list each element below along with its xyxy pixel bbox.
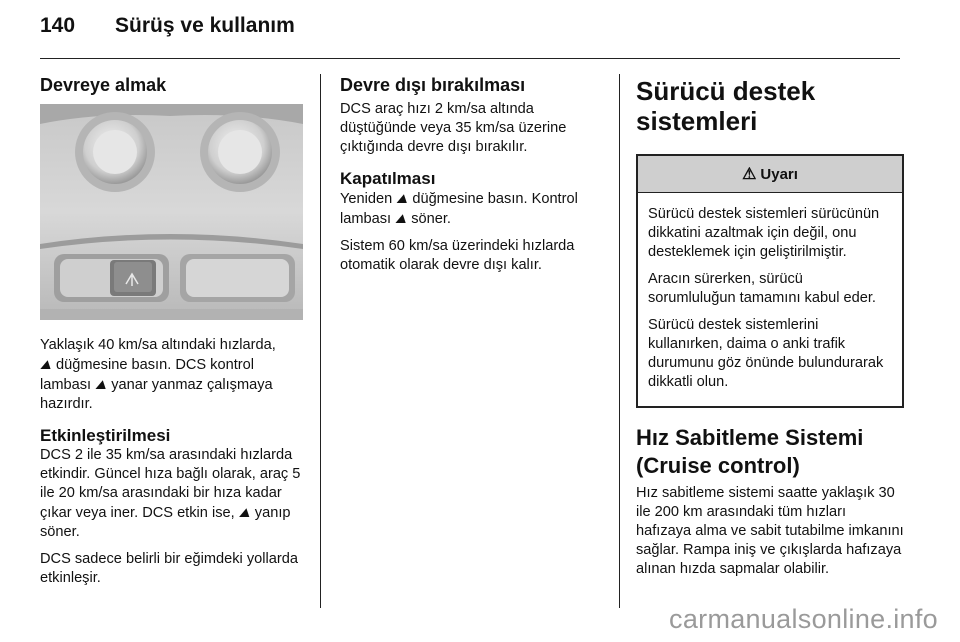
- warning-header: ⚠ Uyarı: [638, 156, 902, 193]
- watermark: carmanualsonline.info: [669, 604, 938, 634]
- warning-paragraph: Aracın sürerken, sürücü sorumluluğun tamamını kabul eder.: [648, 271, 876, 306]
- header-rule: [40, 58, 900, 59]
- warning-paragraph: Sürücü destek sistemleri sürücünün dikkatini azaltmak için değil, onu desteklemek için geliştirilmiştir.: [648, 206, 880, 260]
- dcs-lamp-icon: ⛰: [40, 357, 51, 372]
- dashboard-photo: [40, 104, 303, 320]
- warning-body: [638, 193, 902, 406]
- warning-paragraph: Sürücü destek sistemlerini kullanırken, daima o anki trafik durumunu göz önünde bulundurarak dikkatli olun.: [648, 317, 884, 390]
- section-heading: Devreye almak: [40, 75, 167, 95]
- section-heading: Devre dışı bırakılması: [340, 75, 526, 95]
- warning-triangle-icon: ⚠: [742, 166, 757, 183]
- column-divider: [320, 74, 321, 608]
- paragraph: Yaklaşık 40 km/sa altındaki hızlarda, ⛰ düğmesine basın. DCS kontrol lambası ⛰ yanar yanmaz çalışmaya hazırdır.: [40, 337, 276, 412]
- column-divider: [619, 74, 620, 608]
- dcs-lamp-icon: ⛰: [396, 191, 408, 206]
- paragraph: Sistem 60 km/sa üzerindeki hızlarda otomatik olarak devre dışı kalır.: [340, 238, 575, 273]
- dcs-lamp-icon: ⛰: [395, 211, 407, 226]
- subheading: Etkinleştirilmesi: [40, 426, 171, 445]
- section-heading: Hız Sabitleme Sistemi (Cruise control): [636, 425, 864, 478]
- paragraph: Yeniden ⛰ düğmesine basın. Kontrol lambası ⛰ söner.: [340, 191, 578, 227]
- column-right: [636, 74, 904, 587]
- paragraph: DCS araç hızı 2 km/sa altında düştüğünde veya 35 km/sa üzerine çıktığında devre dışı bırakılır.: [340, 101, 567, 155]
- page-header: [40, 14, 295, 38]
- paragraph: Hız sabitleme sistemi saatte yaklaşık 30 ile 200 km arasındaki tüm hızları hafızaya alma ve sabit tutabilme imkanını sağlar. Rampa iniş ve çıkışlarda hafızaya alınan hızda sapmalar olabilir.: [636, 485, 904, 577]
- paragraph: DCS 2 ile 35 km/sa arasındaki hızlarda etkindir. Güncel hıza bağlı olarak, araç 5 ile 20 km/sa arasındaki bir hıza kadar çıkar veya iner. DCS etkin ise, ⛰ yanıp söner.: [40, 447, 301, 540]
- column-left: [40, 74, 304, 596]
- column-middle: [340, 74, 604, 283]
- subheading: Kapatılması: [340, 169, 436, 188]
- chapter-heading: Sürücü destek sistemleri: [636, 76, 816, 136]
- dcs-lamp-icon: ⛰: [238, 505, 250, 520]
- warning-box: [636, 154, 904, 408]
- page-number: 140: [40, 14, 76, 37]
- paragraph: DCS sadece belirli bir eğimdeki yollarda etkinleşir.: [40, 551, 298, 586]
- dcs-lamp-icon: ⛰: [95, 377, 107, 392]
- section-title: Sürüş ve kullanım: [115, 14, 295, 37]
